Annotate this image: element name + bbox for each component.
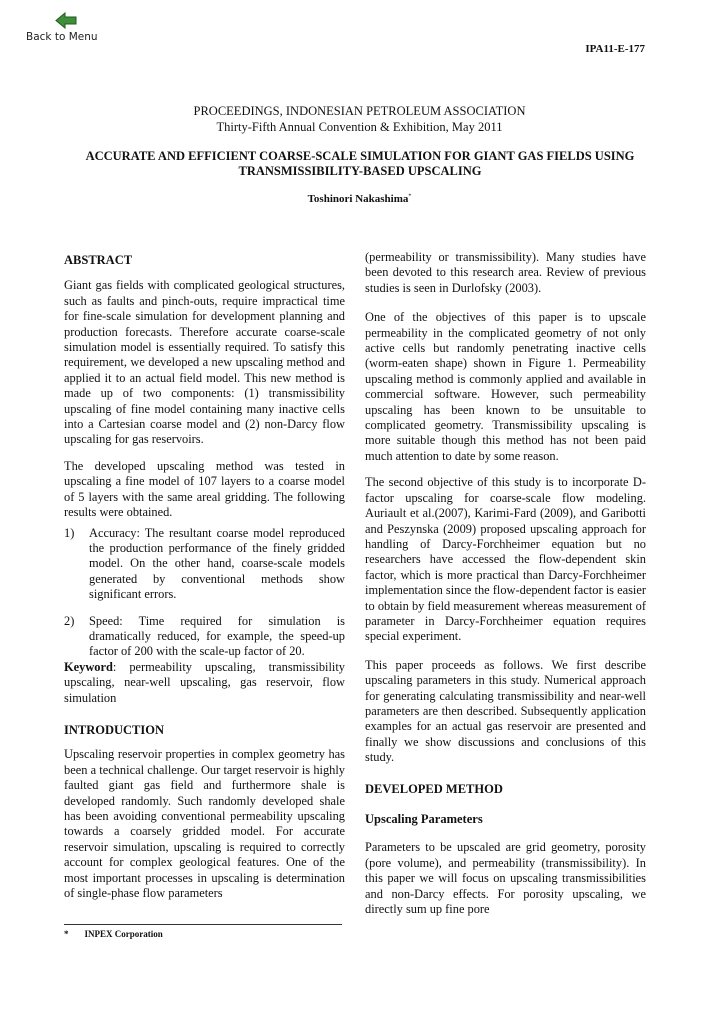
back-arrow-shape <box>56 13 76 28</box>
back-to-menu-button[interactable] <box>26 12 106 43</box>
back-arrow-icon <box>55 12 77 29</box>
footnote-divider <box>64 924 342 925</box>
author-name: Toshinori Nakashima <box>307 193 409 205</box>
list-item-number: 1) <box>64 525 75 540</box>
paper-title <box>60 149 660 179</box>
abstract-paragraph-1: Giant gas fields with complicated geological structures, such as faults and pinch-outs, require impractical time for fine-scale simulation for development planning and production forecasts. Therefore accurate coarse-scale simulation model is essentially required. To satisfy this requirement, we developed a new upscaling method and applied it to an actual field model. This new method is made up of two components: (1) transmissibility upscaling of fine model containing many inactive cells into a Cartesian coarse model and (2) non-Darcy flow upscaling for gas reservoirs. <box>64 278 345 447</box>
right-paragraph-3: The second objective of this study is to incorporate D-factor upscaling for coarse-scale flow modeling. Auriault et al.(2007), Karimi-Fard (2009), and Garibotti and Peszynska (2009) proposed upscaling approach for handling of Darcy-Forchheimer equation but no researchers have accessed the flow-dependent skin factor, which is more practical than Darcy-Forchheimer implementation since the flow-dependent factor is easier to obtain by field measurement whereas measurement of parameter in Darcy-Forchheimer equation requires special experiment. <box>365 475 646 644</box>
keywords <box>64 660 345 706</box>
right-column <box>365 250 646 917</box>
right-paragraph-1: (permeability or transmissibility). Many studies have been devoted to this research area. Review of previous studies is seen in Durlofsky (2003). <box>365 250 646 295</box>
left-column <box>64 253 345 901</box>
list-item-text: Speed: Time required for simulation is dramatically reduced, for example, the speed-up factor of 200 with the scale-up factor of 20. <box>89 613 345 659</box>
introduction-paragraph: Upscaling reservoir properties in complex geometry has been a technical challenge. Our target reservoir is highly faulted giant gas field and furthermore shale is developed randomly. Such randomly developed shale has been avoiding conventional permeability upscaling towards a coarsely gridded model. For accurate reservoir simulation, upscaling is required to correctly account for complex geological features. One of the most important processes in upscaling is determination of single-phase flow parameters <box>64 747 345 901</box>
footnote-mark: * <box>64 929 69 939</box>
abstract-paragraph-2: The developed upscaling method was tested in upscaling a fine model of 107 layers to a coarse model of 5 layers with the same areal gridding. The following results were obtained. <box>64 458 345 520</box>
author <box>0 193 719 205</box>
abstract-list-item <box>64 614 345 660</box>
upscaling-parameters-subheading: Upscaling Parameters <box>365 812 483 826</box>
keyword-text: : permeability upscaling, transmissibility upscaling, near-well upscaling, gas reservoir, flow simulation <box>64 659 345 705</box>
list-item-number: 2) <box>64 613 75 628</box>
back-to-menu-label: Back to Menu <box>26 31 98 43</box>
right-paragraph-2: One of the objectives of this paper is to upscale permeability in the complicated geometry of not only active cells but randomly penetrating inactive cells (worm-eaten shape) shown in Figure 1. Permeability upscaling method is commonly applied and available in commercial software. However, such permeability upscaling has been known to be unsuitable to complicated geometry. Transmissibility upscaling is more suitable though this method has not been paid much attention to date by some reason. <box>365 310 646 463</box>
proceedings-title: PROCEEDINGS, INDONESIAN PETROLEUM ASSOCIATION <box>193 104 526 118</box>
footnote <box>64 929 179 939</box>
keyword-label: Keyword <box>64 659 113 674</box>
right-paragraph-5: Parameters to be upscaled are grid geometry, porosity (pore volume), and permeability (transmissibility). In this paper we will focus on upscaling transmissibilities and non-Darcy effects. For porosity upscaling, we directly sum up fine pore <box>365 840 646 917</box>
developed-method-heading: DEVELOPED METHOD <box>365 781 503 796</box>
convention-line: Thirty-Fifth Annual Convention & Exhibition, May 2011 <box>216 120 503 134</box>
list-item-text: Accuracy: The resultant coarse model reproduced the production performance of the finely gridded model. On the other hand, coarse-scale models generated by conventional methods show significant errors. <box>89 525 345 602</box>
right-paragraph-4: This paper proceeds as follows. We first describe upscaling parameters in this study. Numerical approach for generating calculating transmissibility and near-well parameters are then described. Subsequently application examples for an actual gas reservoir are presented and finally we show discussions and conclusions of this study. <box>365 657 646 765</box>
paper-code: IPA11-E-177 <box>585 43 645 55</box>
abstract-list-item <box>64 526 345 603</box>
footnote-text: INPEX Corporation <box>84 929 163 939</box>
abstract-heading: ABSTRACT <box>64 253 133 267</box>
paper-title-line-2: TRANSMISSIBILITY-BASED UPSCALING <box>238 164 482 178</box>
paper-title-line-1: ACCURATE AND EFFICIENT COARSE-SCALE SIMULATION FOR GIANT GAS FIELDS USING <box>85 149 635 163</box>
introduction-heading: INTRODUCTION <box>64 722 165 737</box>
author-footnote-mark: * <box>408 193 412 200</box>
